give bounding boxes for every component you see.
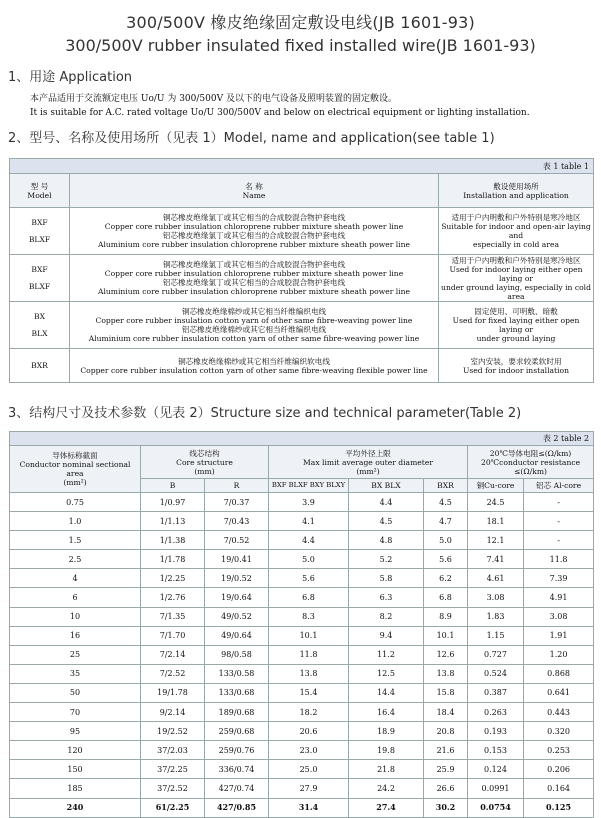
header-resistance: 20℃导体电阻≤(Ω/km) 20℃conductor resistance ≤(Ω/km) xyxy=(468,446,594,479)
table-cell: 3.08 xyxy=(468,588,524,607)
table-cell: 185 xyxy=(10,779,141,798)
table-cell: 12.5 xyxy=(349,664,424,683)
header-core: 线芯结构 Core structure (mm) xyxy=(141,446,269,479)
table-cell: 9/2.14 xyxy=(141,703,205,722)
table-cell: 1.83 xyxy=(468,607,524,626)
table-cell: 240 xyxy=(10,798,141,817)
table-cell: 0.206 xyxy=(524,760,594,779)
table-cell: 0.727 xyxy=(468,645,524,664)
table-cell: 49/0.52 xyxy=(205,607,269,626)
table-cell: 27.4 xyxy=(349,798,424,817)
table-cell: 1/2.76 xyxy=(141,588,205,607)
table-row xyxy=(10,683,594,702)
table-row xyxy=(10,760,594,779)
table-cell: 150 xyxy=(10,760,141,779)
table-cell: 6.8 xyxy=(269,588,349,607)
table-cell: 15.8 xyxy=(424,683,468,702)
table-cell: 31.4 xyxy=(269,798,349,817)
table-cell: 427/0.74 xyxy=(205,779,269,798)
table-cell: 98/0.58 xyxy=(205,645,269,664)
table-row xyxy=(10,493,594,512)
section1-heading: 1、用途 Application xyxy=(8,70,133,85)
table-cell: 16.4 xyxy=(349,703,424,722)
table-cell: - xyxy=(524,531,594,550)
table-cell: 1/1.38 xyxy=(141,531,205,550)
table-cell: 0.263 xyxy=(468,703,524,722)
table-cell: 50 xyxy=(10,683,141,702)
table-cell: 0.387 xyxy=(468,683,524,702)
table-row xyxy=(10,798,594,817)
subheader-cu: 铜Cu-core xyxy=(468,479,524,493)
table-row: BX BLX 铜芯橡皮绝缘棉纱或其它相当纤维编织电线 Copper core rubber insulation cotton yarn of other same fibre-weaving power line 铝芯橡皮绝缘棉纱或其它相当纤维编织电线 Aluminium core rubber insulation cotton yarn of other same fibre-weaving power line 固定使用、可明敷、暗敷 Used for fixed laying either open laying or under ground laying xyxy=(10,302,594,349)
table-cell: 8.3 xyxy=(269,607,349,626)
header-outer-diameter: 平均外径上限 Max limit average outer diameter (mm²) xyxy=(269,446,468,479)
table-cell: 259/0.68 xyxy=(205,722,269,741)
table-row: BXF BLXF 铜芯橡皮绝缘氯丁或其它相当的合成胶混合物护套电线 Copper core rubber insulation chloroprene rubber mixture sheath power line 铝芯橡皮绝缘氯丁或其它相当的合成胶混合物护套电线 Aluminium core rubber insulation chloroprene rubber mixture sheath power line 适用于户内明敷和户外特别是寒冷地区 Used for indoor laying either open laying or under ground laying, especially in cold area xyxy=(10,255,594,302)
table-cell: 1.20 xyxy=(524,645,594,664)
table-cell: 133/0.58 xyxy=(205,664,269,683)
table-cell: 6.8 xyxy=(424,588,468,607)
table-cell: 0.125 xyxy=(524,798,594,817)
table-cell: 7/2.14 xyxy=(141,645,205,664)
table-cell: 6.3 xyxy=(349,588,424,607)
table-cell: 27.9 xyxy=(269,779,349,798)
table-cell: 30.2 xyxy=(424,798,468,817)
table-cell: - xyxy=(524,493,594,512)
table-cell: 120 xyxy=(10,741,141,760)
subheader-od2: BX BLX xyxy=(349,479,424,493)
table-cell: 5.6 xyxy=(269,569,349,588)
table-cell: 4.5 xyxy=(424,493,468,512)
table-cell: 1.15 xyxy=(468,626,524,645)
table-cell: 1.0 xyxy=(10,512,141,531)
table-row xyxy=(10,703,594,722)
table-cell: 4.5 xyxy=(349,512,424,531)
table1-caption: 表 1 table 1 xyxy=(10,159,594,174)
table-cell: 23.0 xyxy=(269,741,349,760)
table-cell: 13.8 xyxy=(424,664,468,683)
table-cell: 18.4 xyxy=(424,703,468,722)
table-cell: 70 xyxy=(10,703,141,722)
table-row xyxy=(10,722,594,741)
table1 xyxy=(9,158,594,383)
table-cell: 19/0.41 xyxy=(205,550,269,569)
table-cell: 5.0 xyxy=(424,531,468,550)
table-cell: 14.4 xyxy=(349,683,424,702)
table-cell: 21.6 xyxy=(424,741,468,760)
table-cell: 7/1.70 xyxy=(141,626,205,645)
table-row xyxy=(10,779,594,798)
table-cell: 8.2 xyxy=(349,607,424,626)
section2-heading: 2、型号、名称及使用场所（见表 1）Model, name and application(see table 1) xyxy=(8,131,495,146)
table-cell: 0.193 xyxy=(468,722,524,741)
table-cell: 4.7 xyxy=(424,512,468,531)
table-cell: 20.8 xyxy=(424,722,468,741)
title-en: 300/500V rubber insulated fixed installed wire(JB 1601-93) xyxy=(65,36,536,55)
table-cell: 21.8 xyxy=(349,760,424,779)
table-cell: 18.1 xyxy=(468,512,524,531)
table-cell: 1/1.78 xyxy=(141,550,205,569)
table2 xyxy=(9,431,594,818)
section1-text-en: It is suitable for A.C. rated voltage Uo/U 300/500V and below on electrical equipment or lighting installation. xyxy=(30,108,530,118)
table-cell: 0.253 xyxy=(524,741,594,760)
table-cell: 3.9 xyxy=(269,493,349,512)
table-cell: 24.2 xyxy=(349,779,424,798)
table-cell: 37/2.52 xyxy=(141,779,205,798)
table-cell: 61/2.25 xyxy=(141,798,205,817)
table-cell: 0.320 xyxy=(524,722,594,741)
table-row xyxy=(10,588,594,607)
table-row xyxy=(10,626,594,645)
table-row xyxy=(10,512,594,531)
table-row xyxy=(10,664,594,683)
table-cell: 25.0 xyxy=(269,760,349,779)
table-cell: 0.124 xyxy=(468,760,524,779)
table-cell: 6 xyxy=(10,588,141,607)
table-cell: 19/2.52 xyxy=(141,722,205,741)
table-cell: 336/0.74 xyxy=(205,760,269,779)
table-cell: 18.9 xyxy=(349,722,424,741)
table-cell: 7/2.52 xyxy=(141,664,205,683)
table-cell: 0.641 xyxy=(524,683,594,702)
table-cell: 35 xyxy=(10,664,141,683)
table-cell: 0.0991 xyxy=(468,779,524,798)
table-cell: 11.8 xyxy=(269,645,349,664)
table-cell: 0.443 xyxy=(524,703,594,722)
table-row xyxy=(10,531,594,550)
table-cell: 0.524 xyxy=(468,664,524,683)
table-cell: 4.4 xyxy=(349,493,424,512)
table-cell: 1.91 xyxy=(524,626,594,645)
table-cell: 4.4 xyxy=(269,531,349,550)
table-cell: 3.08 xyxy=(524,607,594,626)
title-cn: 300/500V 橡皮绝缘固定敷设电线(JB 1601-93) xyxy=(126,13,475,32)
table2-caption: 表 2 table 2 xyxy=(10,432,594,446)
table-row xyxy=(10,741,594,760)
table-cell: 19/1.78 xyxy=(141,683,205,702)
header-application: 敷设使用场所 Installation and application xyxy=(439,174,594,208)
table-cell: 95 xyxy=(10,722,141,741)
table-cell: 26.6 xyxy=(424,779,468,798)
section1-text-cn: 本产品适用于交流额定电压 Uo/U 为 300/500V 及以下的电气设备及照明装置的固定敷设。 xyxy=(30,94,397,104)
table-cell: 7/0.52 xyxy=(205,531,269,550)
subheader-od1: BXF BLXF BXY BLXY xyxy=(269,479,349,493)
table-row: BXR 铜芯橡皮绝缘棉纱或其它相当纤维编织软电线 Copper core rubber insulation cotton yarn of other same fibre-weaving flexible power line 室内安装，要求较柔软时用 Used for indoor installation xyxy=(10,349,594,383)
table-cell: 25.9 xyxy=(424,760,468,779)
table-cell: 5.6 xyxy=(424,550,468,569)
table-cell: 4 xyxy=(10,569,141,588)
table-cell: 2.5 xyxy=(10,550,141,569)
table-cell: 16 xyxy=(10,626,141,645)
table-cell: 4.8 xyxy=(349,531,424,550)
table-cell: 189/0.68 xyxy=(205,703,269,722)
table-cell: 10.1 xyxy=(269,626,349,645)
header-model: 型 号 Model xyxy=(10,174,70,208)
table-cell: 0.0754 xyxy=(468,798,524,817)
table-cell: 5.8 xyxy=(349,569,424,588)
table-cell: 427/0.85 xyxy=(205,798,269,817)
table-cell: 1/1.13 xyxy=(141,512,205,531)
table-row xyxy=(10,645,594,664)
table-cell: 24.5 xyxy=(468,493,524,512)
table-cell: 4.1 xyxy=(269,512,349,531)
table-cell: 25 xyxy=(10,645,141,664)
table-row xyxy=(10,607,594,626)
table-cell: 7.41 xyxy=(468,550,524,569)
table-cell: 0.153 xyxy=(468,741,524,760)
table-cell: 37/2.25 xyxy=(141,760,205,779)
section3-heading: 3、结构尺寸及技术参数（见表 2）Structure size and technical parameter(Table 2) xyxy=(8,406,522,421)
table-cell: 13.8 xyxy=(269,664,349,683)
table-cell: 8.9 xyxy=(424,607,468,626)
table-cell: 11.8 xyxy=(524,550,594,569)
table-cell: 9.4 xyxy=(349,626,424,645)
table-cell: 10.1 xyxy=(424,626,468,645)
table-row xyxy=(10,569,594,588)
table-cell: 0.164 xyxy=(524,779,594,798)
table-cell: 5.2 xyxy=(349,550,424,569)
table-cell: 37/2.03 xyxy=(141,741,205,760)
table-cell: 1.5 xyxy=(10,531,141,550)
table-cell: 49/0.64 xyxy=(205,626,269,645)
table-cell: 0.868 xyxy=(524,664,594,683)
table-cell: 7/1.35 xyxy=(141,607,205,626)
table-cell: 0.75 xyxy=(10,493,141,512)
table-cell: 20.6 xyxy=(269,722,349,741)
table-row xyxy=(10,550,594,569)
table-cell: 19/0.64 xyxy=(205,588,269,607)
table-cell: 19.8 xyxy=(349,741,424,760)
table-cell: 7/0.37 xyxy=(205,493,269,512)
table-cell: 133/0.68 xyxy=(205,683,269,702)
subheader-b: B xyxy=(141,479,205,493)
table-cell: 1/0.97 xyxy=(141,493,205,512)
header-name: 名 称 Name xyxy=(70,174,439,208)
table-cell: 11.2 xyxy=(349,645,424,664)
table-cell: 7/0.43 xyxy=(205,512,269,531)
table-cell: 6.2 xyxy=(424,569,468,588)
table-cell: 5.0 xyxy=(269,550,349,569)
table-cell: 4.91 xyxy=(524,588,594,607)
table-cell: 259/0.76 xyxy=(205,741,269,760)
header-area: 导体标称截面 Conductor nominal sectional area (mm²) xyxy=(10,446,141,493)
table-cell: 7.39 xyxy=(524,569,594,588)
table-cell: 10 xyxy=(10,607,141,626)
table-cell: 19/0.52 xyxy=(205,569,269,588)
subheader-od3: BXR xyxy=(424,479,468,493)
table-row: BXF BLXF 铜芯橡皮绝缘氯丁或其它相当的合成胶混合物护套电线 Copper core rubber insulation chloroprene rubber mixture sheath power line 铝芯橡皮绝缘氯丁或其它相当的合成胶混合物护套电线 Aluminium core rubber insulation chloroprene rubber mixture sheath power line 适用于户内明敷和户外特别是寒冷地区 Suitable for indoor and open-air laying and especially in cold area xyxy=(10,208,594,255)
table-cell: 1/2.25 xyxy=(141,569,205,588)
table-cell: 12.1 xyxy=(468,531,524,550)
table-cell: - xyxy=(524,512,594,531)
subheader-al: 铝芯 Al-core xyxy=(524,479,594,493)
table-cell: 12.6 xyxy=(424,645,468,664)
subheader-r: R xyxy=(205,479,269,493)
table-cell: 4.61 xyxy=(468,569,524,588)
table-cell: 18.2 xyxy=(269,703,349,722)
table-cell: 15.4 xyxy=(269,683,349,702)
